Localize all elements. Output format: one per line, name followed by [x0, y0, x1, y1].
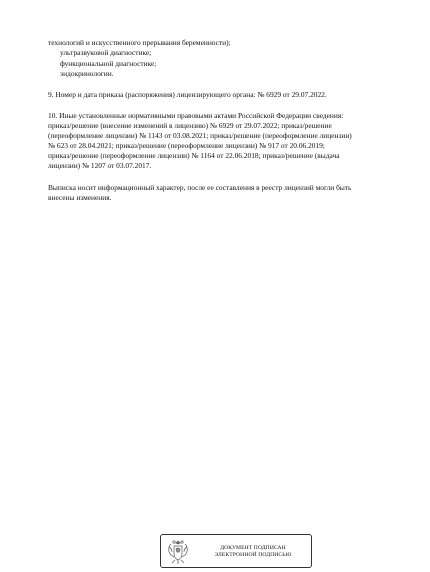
- section-10-heading: 10. Иные установленные нормативными правовыми актами Российской Федерации сведения:: [48, 111, 344, 120]
- section-10-line: лицензии) № 1207 от 03.07.2017.: [48, 161, 152, 170]
- section-9: 9. Номер и дата приказа (распоряжения) лицензирующего органа: № 6929 от 29.07.2022.: [48, 90, 327, 99]
- list-item: ультразвуковой диагностике;: [60, 48, 152, 57]
- disclaimer-line: Выписка носит информационный характер, после ее составления в реестр лицензий могли быть: [48, 183, 352, 192]
- continuation-line: технологий и искусственного прерывания беременности);: [48, 38, 231, 47]
- disclaimer-line: внесены изменения.: [48, 193, 112, 202]
- coat-of-arms-emblem: [165, 538, 191, 566]
- signature-line-1: ДОКУМЕНТ ПОДПИСАН: [220, 545, 286, 551]
- section-10-line: приказ/решение (внесение изменений в лицензию) № 6929 от 29.07.2022; приказ/решение: [48, 121, 332, 130]
- section-10-line: № 623 от 28.04.2021; приказ/решение (переоформление лицензии) № 917 от 20.06.2019;: [48, 141, 325, 150]
- section-10-line: приказ/решение (переоформление лицензии) № 1164 от 22.06.2018; приказ/решение (выдача: [48, 151, 340, 160]
- list-item: функциональной диагностике;: [60, 59, 157, 68]
- section-10-line: (переоформление лицензии) № 1143 от 03.08.2021; приказ/решение (переоформление лицензии): [48, 131, 352, 140]
- signature-line-2: ЭЛЕКТРОННОЙ ПОДПИСЬЮ: [214, 552, 292, 558]
- electronic-signature-stamp: [160, 534, 312, 568]
- list-item: эндокринологии.: [60, 69, 114, 78]
